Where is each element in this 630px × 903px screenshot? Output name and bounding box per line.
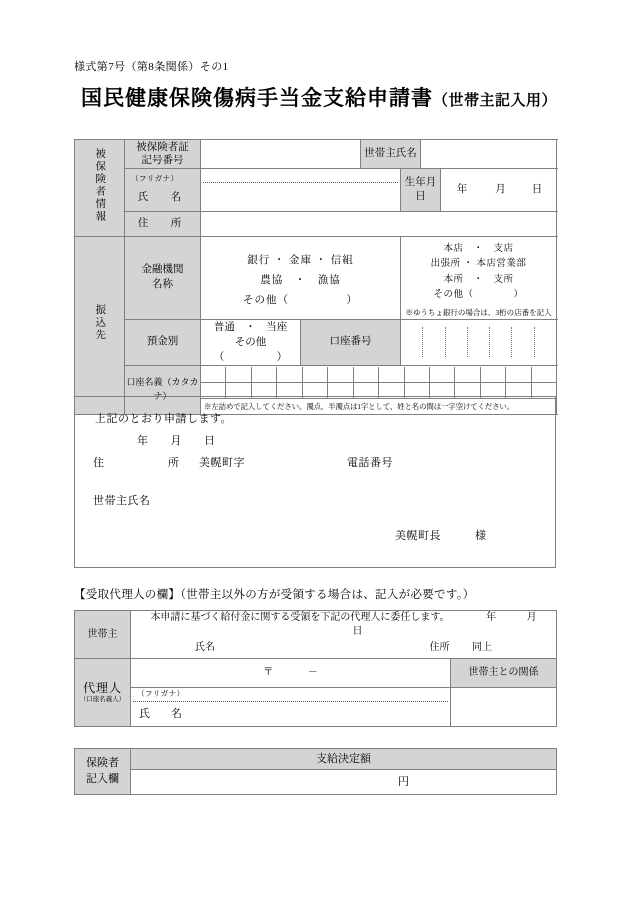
relation-field[interactable] — [451, 688, 557, 727]
name-label: 氏 名 — [137, 192, 188, 204]
insurer-header-row — [75, 749, 557, 770]
deposit-row — [75, 319, 557, 366]
insured-address-row — [75, 212, 557, 237]
proxy-householder-row-1 — [75, 611, 557, 639]
proxy-address-label: 住所 — [429, 642, 450, 654]
proxy-form-table — [74, 610, 557, 727]
kana-cell[interactable] — [252, 367, 277, 382]
declaration-phone-label[interactable]: 電話番号 — [347, 457, 393, 469]
proxy-address-value: 同上 — [472, 642, 492, 654]
insured-cert-row — [75, 140, 557, 169]
kana-cell[interactable] — [532, 367, 556, 382]
bank-type-option-1[interactable]: 農協 ・ 漁協 — [260, 274, 341, 286]
kana-cell[interactable] — [430, 367, 455, 382]
honorific-label: 様 — [475, 530, 487, 542]
branch-type-option-3[interactable]: その他（ ） — [433, 290, 524, 301]
branch-note: ※ゆうちょ銀行の場合は、3桁の店番を記入 — [405, 307, 552, 317]
insurer-section-label: 保険者 記入欄 — [75, 749, 131, 795]
birthdate-label: 生年月日 — [401, 169, 441, 212]
relation-label: 世帯主との関係 — [451, 659, 557, 688]
postal-dash: － — [307, 667, 318, 679]
birth-day-label: 日 — [531, 183, 543, 195]
agent-postal-field[interactable] — [131, 659, 451, 688]
kana-cell[interactable] — [455, 367, 480, 382]
declaration-day-label: 日 — [204, 435, 216, 447]
form-code: 様式第7号（第8条関係）その1 — [74, 61, 229, 73]
insured-section-label: 被保険者情報 — [75, 140, 125, 237]
kana-cell[interactable] — [506, 367, 531, 382]
postal-mark-icon: 〒 — [263, 667, 274, 679]
proxy-name-label: 氏名 — [195, 642, 215, 654]
kana-cell[interactable] — [405, 367, 430, 382]
furigana-label: （フリガナ） — [131, 174, 179, 184]
page-title — [74, 82, 564, 112]
deposit-type-line-2[interactable]: その他（ ） — [213, 336, 288, 364]
declaration-householder-label[interactable]: 世帯主氏名 — [93, 495, 151, 507]
account-digit-cell[interactable] — [446, 327, 468, 357]
declaration-date[interactable] — [137, 432, 216, 448]
branch-type-option-0[interactable]: 本店 ・ 支店 — [443, 244, 514, 254]
insured-name-field[interactable] — [201, 169, 401, 212]
kana-cell[interactable] — [481, 367, 506, 382]
branch-type-option-2[interactable]: 本所 ・ 支所 — [443, 274, 514, 285]
birth-month-label: 月 — [495, 183, 506, 195]
account-digit-cell[interactable] — [535, 327, 556, 357]
declaration-box — [74, 396, 556, 568]
insurer-form-table — [74, 748, 557, 795]
kana-cell[interactable] — [379, 367, 404, 382]
delegation-statement: 本申請に基づく給付金に関する受領を下記の代理人に委任します。 — [150, 612, 450, 623]
insurer-amount-row — [75, 770, 557, 795]
kana-note: ※左詰めで記入してください。濁点、半濁点は1字として、姓と名の間は一字空けてください。 — [201, 398, 556, 414]
declaration-addressee — [395, 527, 487, 543]
kana-cell[interactable] — [354, 367, 379, 382]
account-number-field[interactable] — [401, 319, 557, 366]
proxy-householder-row-2 — [75, 638, 557, 659]
kana-cell[interactable] — [201, 367, 226, 382]
declaration-address-value: 美幌町字 — [199, 457, 245, 469]
proxy-day-label[interactable]: 日 — [352, 625, 363, 637]
kana-grid-row-1[interactable] — [201, 367, 556, 382]
kana-cell[interactable] — [226, 367, 251, 382]
branch-type-option-1[interactable]: 出張所 ・ 本店営業部 — [430, 259, 527, 270]
declaration-statement: 上記のとおり申請します。 — [95, 413, 233, 425]
cert-number-field[interactable] — [201, 140, 361, 169]
agent-name-field[interactable] — [131, 688, 451, 727]
householder-name-label: 世帯主氏名 — [361, 140, 421, 169]
insured-name-label — [125, 169, 201, 212]
page-title-main: 国民健康保険傷病手当金支給申請書 — [80, 86, 433, 110]
kana-cell[interactable] — [303, 367, 328, 382]
birth-year-label: 年 — [456, 183, 468, 195]
agent-postal-row — [75, 659, 557, 688]
bank-name-row — [75, 237, 557, 320]
proxy-year-label[interactable]: 年 — [486, 612, 497, 623]
agent-name-row — [75, 688, 557, 727]
proxy-month-label[interactable]: 月 — [526, 612, 537, 623]
main-form-table — [74, 139, 557, 415]
declaration-month-label: 月 — [170, 435, 182, 447]
transfer-section-label: 振込先 — [75, 237, 125, 415]
bank-name-field[interactable] — [201, 237, 401, 320]
householder-name-field[interactable] — [421, 140, 557, 169]
kana-cell[interactable] — [277, 367, 302, 382]
birthdate-field[interactable] — [441, 169, 557, 212]
account-digit-cell[interactable] — [423, 327, 445, 357]
agent-name-label: 氏 名 — [139, 708, 187, 720]
decided-amount-field[interactable] — [131, 770, 557, 795]
proxy-householder-name-cell[interactable] — [131, 638, 557, 659]
insured-name-row — [75, 169, 557, 212]
agent-furigana-label: （フリガナ） — [137, 689, 185, 698]
branch-type-field[interactable] — [401, 237, 557, 320]
bank-type-option-0[interactable]: 銀行 ・ 金庫 ・ 信組 — [247, 254, 354, 266]
deposit-type-line-1[interactable]: 普通 ・ 当座 — [213, 321, 288, 333]
kana-cell[interactable] — [328, 367, 353, 382]
decided-amount-label: 支給決定額 — [131, 749, 557, 770]
insured-address-label: 住 所 — [125, 212, 201, 237]
bank-name-label: 金融機関 名称 — [125, 237, 201, 320]
agent-label: 代理人 （口座名義人） — [75, 659, 131, 727]
account-name-label: 口座名義（カタカナ） — [125, 366, 201, 415]
declaration-address-label: 住 所 — [93, 457, 193, 469]
delegation-statement-cell — [131, 611, 557, 639]
deposit-type-field[interactable] — [201, 319, 301, 366]
account-digit-cell[interactable] — [468, 327, 490, 357]
page-title-sub: （世帯主記入用） — [432, 93, 557, 109]
account-digit-cell[interactable] — [490, 327, 512, 357]
currency-unit: 円 — [398, 775, 409, 788]
account-digit-cell[interactable] — [401, 327, 423, 357]
cert-number-label: 被保険者証 記号番号 — [125, 140, 201, 169]
mayor-label: 美幌町長 — [395, 530, 441, 542]
deposit-type-label: 預金別 — [125, 319, 201, 366]
proxy-householder-label: 世帯主 — [75, 611, 131, 659]
declaration-year-label: 年 — [137, 435, 149, 447]
account-digit-cell[interactable] — [512, 327, 534, 357]
account-number-label: 口座番号 — [301, 319, 401, 366]
proxy-section-caption: 【受取代理人の欄】（世帯主以外の方が受領する場合は、記入が必要です。） — [74, 589, 475, 601]
insured-address-field[interactable] — [201, 212, 557, 237]
declaration-address[interactable] — [93, 454, 245, 470]
bank-type-option-2[interactable]: その他（ ） — [243, 294, 358, 306]
